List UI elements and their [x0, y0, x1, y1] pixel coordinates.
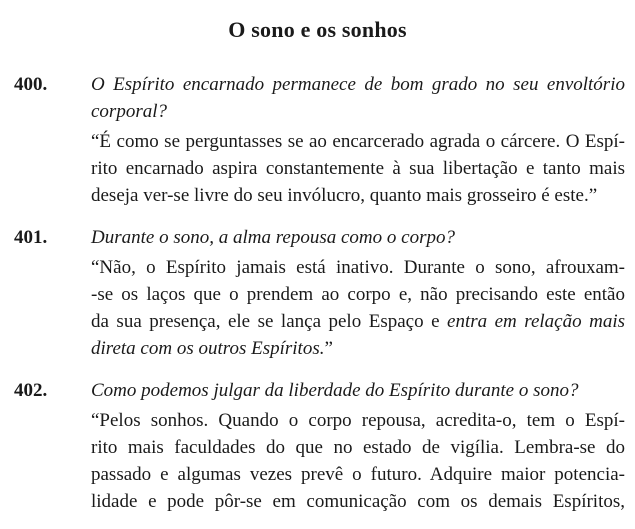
answer-402-line-2: rito mais faculdades do que no estado de vigília. Lembra-se do [91, 437, 625, 458]
answer-402-line-1: “Pelos sonhos. Quando o corpo repousa, acredita-o, tem o Espí- [91, 410, 625, 431]
answer-401-line-1: “Não, o Espírito jamais está inativo. Durante o sono, afrouxam- [91, 257, 625, 278]
section-title: O sono e os sonhos [228, 17, 407, 42]
answer-401-line-3 [91, 311, 625, 333]
answer-400-line-1: “É como se perguntasses se ao encarcerado agrada o cárcere. O Espí- [91, 131, 625, 152]
question-402-line-1: Como podemos julgar da liberdade do Espírito durante o sono? [91, 380, 579, 401]
answer-401-line-3-text: da sua presença, ele se lança pelo Espaço e [91, 311, 448, 332]
question-401-line-1: Durante o sono, a alma repousa como o corpo? [91, 227, 455, 248]
answer-400-line-2: rito encarnado aspira constantemente à sua libertação e tanto mais [91, 158, 625, 179]
answer-401-line-4-end: ” [324, 338, 333, 359]
answer-400-line-3: deseja ver-se livre do seu invólucro, quanto mais grosseiro é este.” [91, 185, 598, 206]
question-number-402: 402. [14, 380, 48, 401]
answer-401-line-4-italic: direta com os outros Espíritos. [91, 338, 325, 359]
answer-402-line-3: passado e algumas vezes prevê o futuro. Adquire maior potencia- [91, 464, 625, 485]
question-400-line-1: O Espírito encarnado permanece de bom grado no seu envoltório [91, 74, 625, 95]
question-400-line-2: corporal? [91, 101, 167, 122]
answer-401-line-3-italic: entra em relação mais [447, 311, 625, 332]
answer-401-line-2: -se os laços que o prendem ao corpo e, não precisando este então [91, 284, 625, 305]
answer-402-line-4: lidade e pode pôr-se em comunicação com os demais Espíritos, [91, 491, 625, 512]
question-number-401: 401. [14, 227, 48, 248]
question-number-400: 400. [14, 74, 48, 95]
answer-401-line-4 [91, 338, 625, 360]
